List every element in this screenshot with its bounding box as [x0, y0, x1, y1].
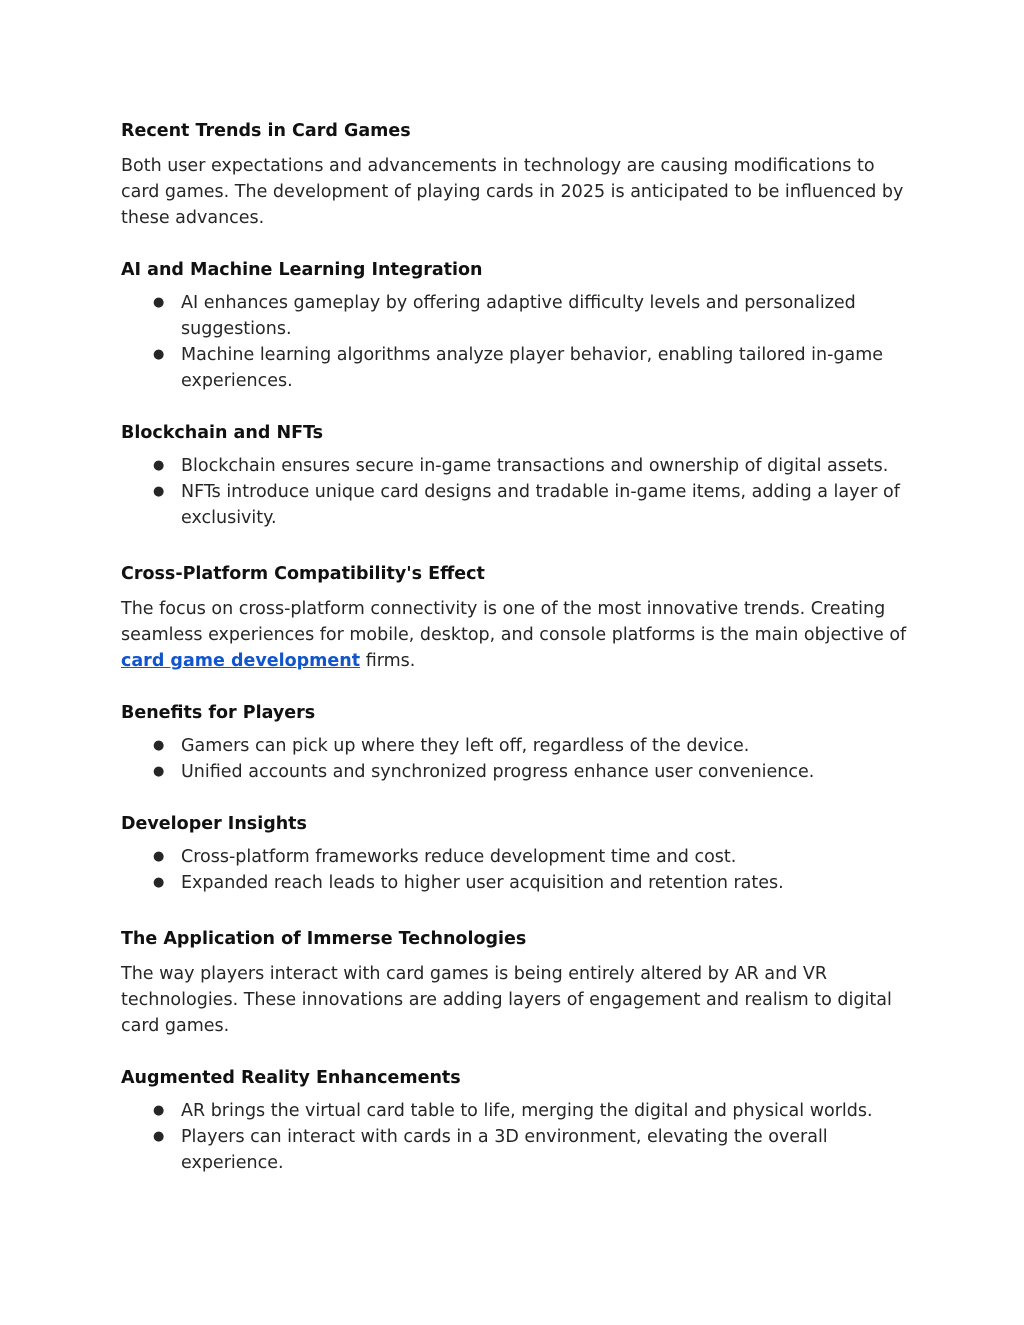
section-heading-benefits: Benefits for Players: [121, 703, 316, 723]
bullet-dot: ●: [153, 484, 165, 499]
list-item-text: Blockchain ensures secure in-game transactions and ownership of digital assets.: [181, 456, 889, 476]
document-content: [121, 118, 911, 1176]
bullet-dot: ●: [153, 458, 165, 473]
bullet-list-ar: [121, 1098, 911, 1176]
bullet-dot: ●: [153, 295, 165, 310]
bullet-list-benefits: [121, 733, 911, 785]
list-item-text: Expanded reach leads to higher user acquisition and retention rates.: [181, 873, 784, 893]
list-item: [121, 844, 911, 870]
bullet-dot: ●: [153, 849, 165, 864]
bullet-dot: ●: [153, 347, 165, 362]
list-item: [121, 342, 911, 394]
bullet-list-ai-ml: [121, 290, 911, 394]
bullet-dot: ●: [153, 875, 165, 890]
list-item-text: AR brings the virtual card table to life, merging the digital and physical worlds.: [181, 1101, 873, 1121]
bullet-list-blockchain: [121, 453, 911, 531]
section-heading-ar: Augmented Reality Enhancements: [121, 1068, 461, 1088]
paragraph-cross-platform: [121, 596, 911, 674]
list-item: [121, 870, 911, 896]
bullet-list-developer: [121, 844, 911, 896]
section-heading-recent-trends: Recent Trends in Card Games: [121, 121, 411, 141]
list-item-text: Unified accounts and synchronized progress enhance user convenience.: [181, 762, 815, 782]
list-item: [121, 1098, 911, 1124]
list-item-text: Gamers can pick up where they left off, regardless of the device.: [181, 736, 750, 756]
section-heading-ai-ml: AI and Machine Learning Integration: [121, 260, 483, 280]
card-game-development-link[interactable]: card game development: [121, 651, 361, 671]
list-item-text: Players can interact with cards in a 3D environment, elevating the overall experience.: [181, 1127, 828, 1173]
list-item: [121, 1124, 911, 1176]
list-item-text: Cross-platform frameworks reduce development time and cost.: [181, 847, 737, 867]
paragraph-text-before-link: The focus on cross-platform connectivity is one of the most innovative trends. Creating seamless experiences for mobile, desktop, and console platforms is the main objective of: [121, 599, 907, 645]
section-heading-developer: Developer Insights: [121, 814, 307, 834]
paragraph-immerse: The way players interact with card games is being entirely altered by AR and VR technologies. These innovations are adding layers of engagement and realism to digital card games.: [121, 964, 892, 1036]
bullet-dot: ●: [153, 764, 165, 779]
paragraph-text-after-link: firms.: [360, 651, 416, 671]
list-item: [121, 733, 911, 759]
bullet-dot: ●: [153, 738, 165, 753]
list-item-text: AI enhances gameplay by offering adaptive difficulty levels and personalized suggestions.: [181, 293, 856, 339]
bullet-dot: ●: [153, 1103, 165, 1118]
list-item: [121, 759, 911, 785]
list-item-text: Machine learning algorithms analyze player behavior, enabling tailored in-game experiences.: [181, 345, 884, 391]
list-item-text: NFTs introduce unique card designs and tradable in-game items, adding a layer of exclusivity.: [181, 482, 900, 528]
list-item: [121, 453, 911, 479]
list-item: [121, 290, 911, 342]
bullet-dot: ●: [153, 1129, 165, 1144]
list-item: [121, 479, 911, 531]
section-heading-cross-platform: Cross-Platform Compatibility's Effect: [121, 564, 485, 584]
section-heading-immerse: The Application of Immerse Technologies: [121, 929, 527, 949]
paragraph-recent-trends: Both user expectations and advancements in technology are causing modifications to card games. The development of playing cards in 2025 is anticipated to be influenced by these advances.: [121, 156, 904, 228]
section-heading-blockchain: Blockchain and NFTs: [121, 423, 324, 443]
